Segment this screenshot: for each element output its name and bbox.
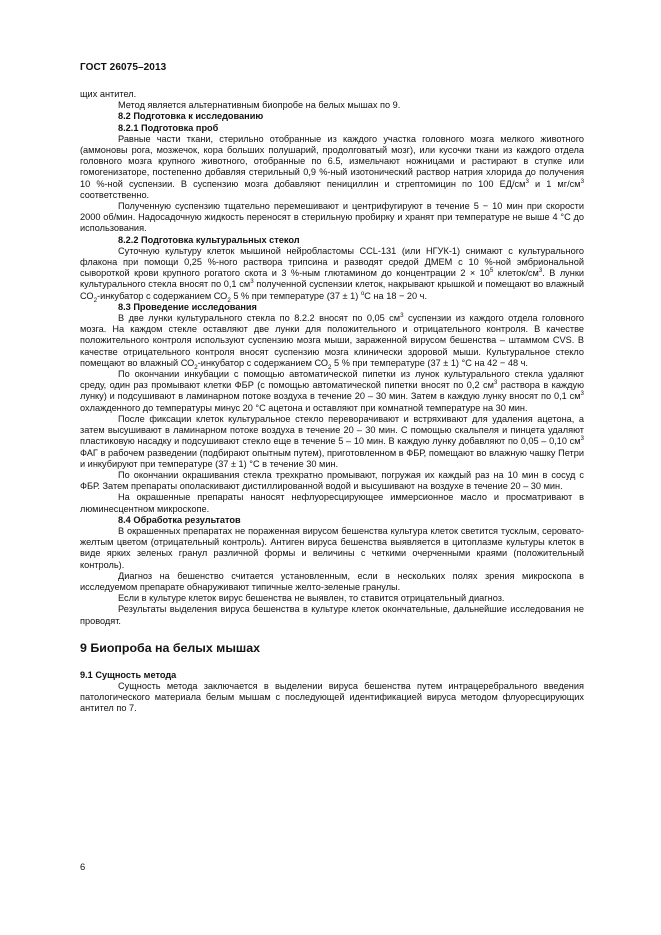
- paragraph: После фиксации клеток культуральное стекло переворачивают и встряхивают для удаления ацетона, а затем высушивают в ламинарном потоке воздуха в течение 20 – 30 мин. С помощью скальпеля и пинцета удаляют пластиковую насадку и подсушивают стекло еще в течение 5 – 10 мин. В каждую лунку добавляют по 0,05 – 0,10 $см^3$ ФАГ в рабочем разведении (подбирают опытным путем), приготовленном в ФБР, помещают во влажную чашку Петри и инкубируют при температуре (37 ± 1) °С в течение 30 мин.: [80, 413, 584, 469]
- paragraph: Если в культуре клеток вирус бешенства не выявлен, то ставится отрицательный диагноз.: [118, 593, 505, 604]
- clause-heading: 8.4 Обработка результатов: [118, 514, 241, 525]
- paragraph: Метод является альтернативным биопробе на белых мышах по 9.: [118, 100, 401, 111]
- paragraph: Результаты выделения вируса бешенства в культуре клеток окончательные, дальнейшие исследования не проводят.: [80, 604, 584, 626]
- paragraph: На окрашенные препараты наносят нефлуоресцирующее иммерсионное масло и просматривают в люминесцентном микроскопе.: [80, 492, 584, 514]
- clause-heading: 8.3 Проведение исследования: [118, 301, 257, 312]
- paragraph: По окончании инкубации с помощью автоматической пипетки из лунок культурального стекла удаляют среду, один раз промывают клетки ФБР (с помощью автоматической пипетки вносят по 0,2 $см^3$ раствора в каждую лунку) и подсушивают в ламинарном потоке воздуха в течение 20 – 30 мин. Затем в каждую лунку вносят по 0,1 $см^3$ охлажденного до температуры минус 20 °С ацетона и оставляют при комнатной температуре на 30 мин.: [80, 369, 584, 413]
- document-body: [80, 89, 584, 715]
- paragraph: Равные части ткани, стерильно отобранные из каждого участка головного мозга мелкого животного (аммоновы рога, мозжечок, кора больших полушарий, продолговатый мозг), или кусочки ткани из каждого отдела головного мозга крупного животного, отобранные по 6.5, измельчают ножницами и растирают в ступке или гомогенизаторе, постепенно добавляя стерильный 0,9 %-ный изотонический раствор натрия хлорида до получения 10 %-ной суспензии. В суспензию мозга добавляют пенициллин и стрептомицин по 100 $ЕД/см^3$ и 1 $мг/см^3$ соответственно.: [80, 133, 585, 200]
- clause-heading: 8.2 Подготовка к исследованию: [118, 111, 264, 122]
- section-title: 9 Биопроба на белых мышах: [80, 640, 261, 655]
- document-header: ГОСТ 26075–2013: [80, 62, 167, 73]
- paragraph: Сущность метода заключается в выделении вируса бешенства путем интрацеребрального введения патологического материала белым мышам с последующей идентификацией вируса методом флуоресцирующих антител по 7.: [80, 680, 584, 714]
- page-number: 6: [80, 861, 86, 872]
- subsection-title: 9.1 Сущность метода: [80, 669, 177, 680]
- paragraph: Суточную культуру клеток мышиной нейробластомы CCL-131 (или НГУК-1) снимают с культурального флакона при помощи 0,25 %-ного раствора трипсина и разводят средой ДМЕМ с 10 %-ной эмбриональной сывороткой крови крупного рогатого скота и 3 %-ным глютамином до концентрации $2 \times 10^5$ клеток/$см^3$. В лунки культурального стекла вносят по 0,1 $см^3$ полученной суспензии клеток, накрывают крышкой и помещают во влажный $СО_2$-инкубатор с содержанием $СО_2$ 5 % при температуре (37 ± 1) $^о$С на 18 − 20 ч.: [80, 245, 585, 304]
- paragraph: щих антител.: [80, 89, 137, 99]
- paragraph: В окрашенных препаратах не пораженная вирусом бешенства культура клеток светится тусклым, серовато-желтым цветом (отрицательный контроль). Антиген вируса бешенства выявляется в цитоплазме культуры клеток в виде ярких зеленых гранул различной формы и величины с четкими очерченными краями (положительный контроль).: [80, 525, 584, 570]
- paragraph: Диагноз на бешенство считается установленным, если в нескольких полях зрения микроскопа в исследуемом препарате обнаруживают типичные желто-зеленые гранулы.: [80, 570, 584, 592]
- clause-heading: 8.2.2 Подготовка культуральных стекол: [118, 234, 300, 245]
- paragraph: В две лунки культурального стекла по 8.2.2 вносят по 0,05 $см^3$ суспензии из каждого отдела головного мозга. На каждом стекле оставляют две лунки для положительного и отрицательного контроля. В качестве положительного контроля используют суспензию мозга мыши, зараженной вирусом бешенства – штаммом CVS. В качестве отрицательного контроля вносят суспензию мозга клинически здоровой мыши. Культуральное стекло помещают во влажный $СО_2$-инкубатор с содержанием $СО_2$ 5 % при температуре (37 ± 1) °С на 42 − 48 ч.: [80, 312, 584, 371]
- clause-heading: 8.2.1 Подготовка проб: [118, 122, 219, 133]
- paragraph: По окончании окрашивания стекла трехкратно промывают, погружая их каждый раз на 10 мин в сосуд с ФБР. Затем препараты ополаскивают дистиллированной водой и высушивают на воздухе в течение 20 – 30 мин.: [80, 469, 584, 492]
- paragraph: Полученную суспензию тщательно перемешивают и центрифугируют в течение 5 − 10 мин при скорости 2000 об/мин. Надосадочную жидкость переносят в стерильную пробирку и хранят при температуре не выше 4 °С до использования.: [80, 201, 584, 234]
